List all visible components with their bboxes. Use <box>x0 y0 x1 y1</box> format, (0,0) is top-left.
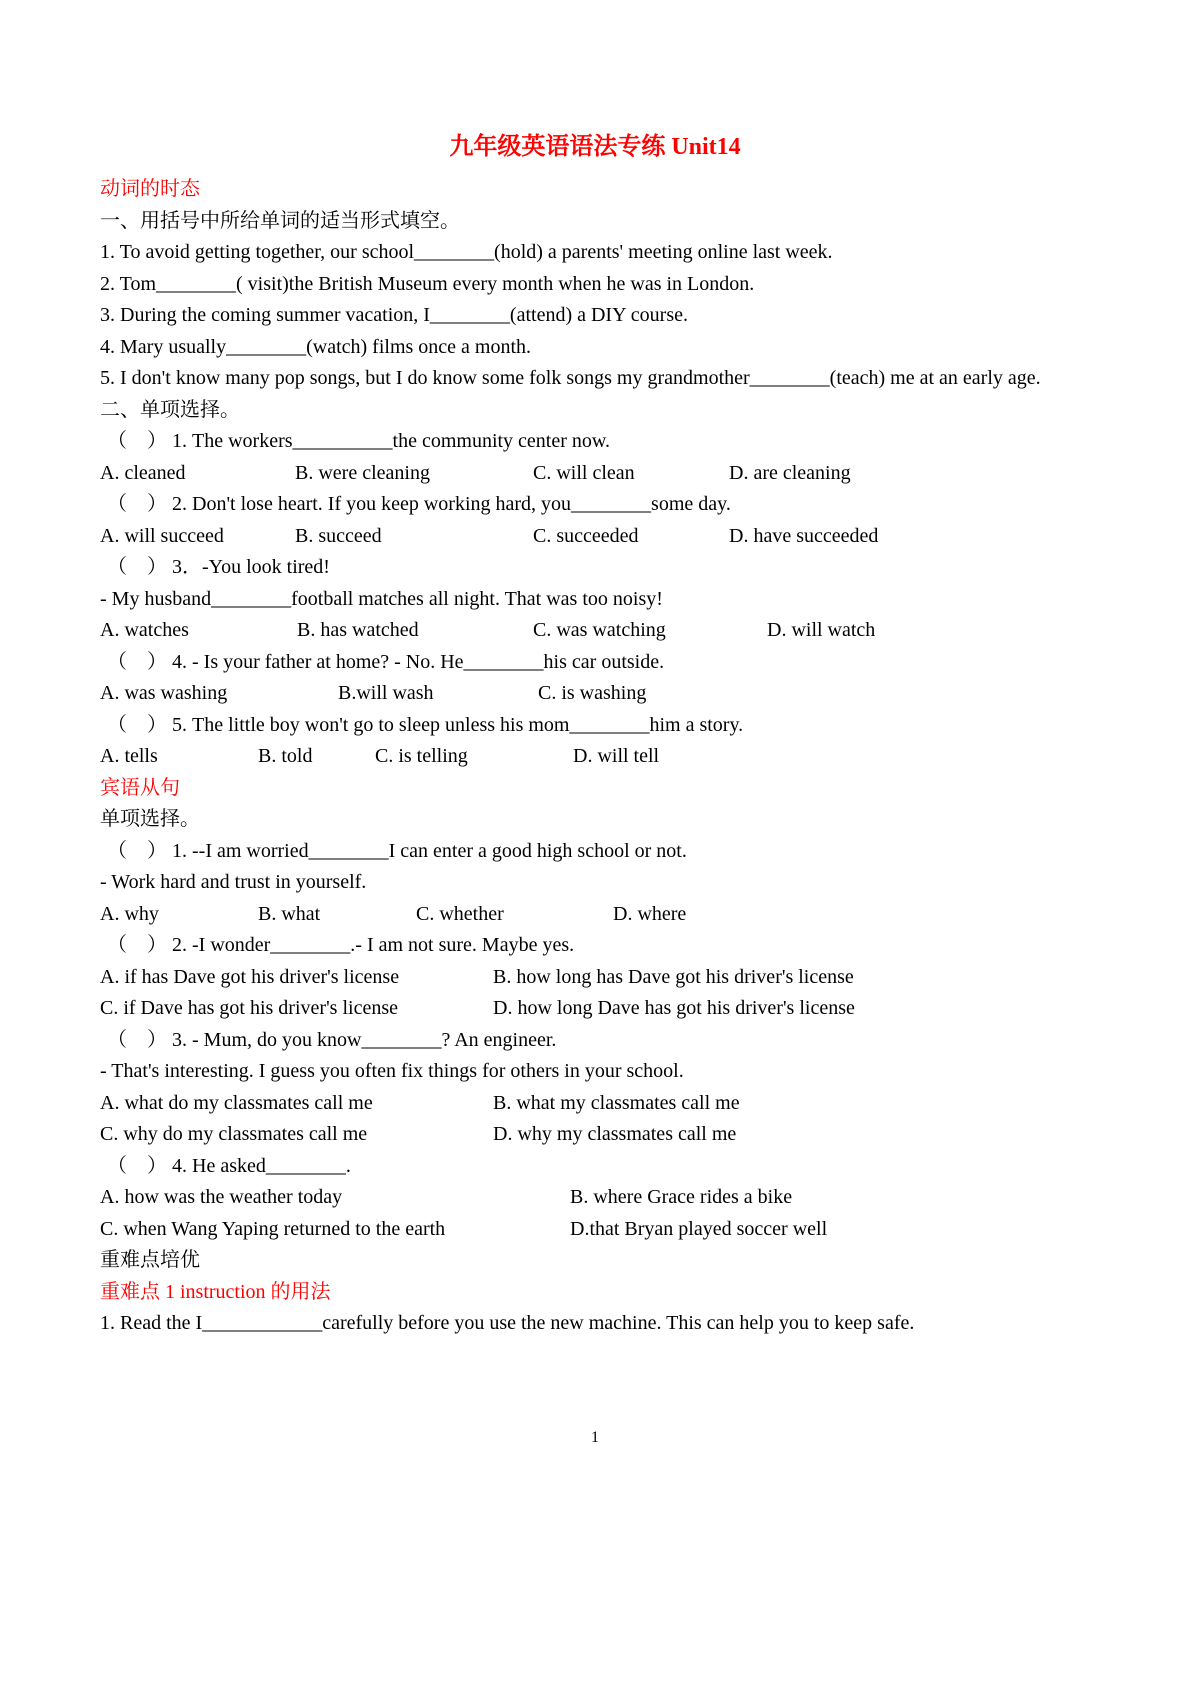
option: A. why <box>100 902 159 925</box>
option: C. if Dave has got his driver's license <box>100 997 398 1019</box>
question-stem: （ ） 1. --I am worried________I can enter a good high school or not. <box>107 839 687 862</box>
option: C. was watching <box>533 619 666 641</box>
question-stem: （ ） 4. - Is your father at home? - No. He________his car outside. <box>107 650 665 673</box>
question-stem: （ ） 2. -I wonder________.- I am not sure. Maybe yes. <box>107 934 575 956</box>
heading-instruction-usage: 重难点 1 instruction 的用法 <box>100 1280 331 1303</box>
options-row <box>100 899 1090 931</box>
option: D. why my classmates call me <box>493 1123 737 1145</box>
option: D. are cleaning <box>729 461 851 484</box>
option: B.will wash <box>338 682 434 704</box>
option: C. is telling <box>375 745 468 767</box>
option: A. cleaned <box>100 461 186 484</box>
option: A. if has Dave got his driver's license <box>100 965 400 988</box>
option: A. watches <box>100 619 189 641</box>
option: B. told <box>258 745 313 767</box>
option: B. has watched <box>297 619 419 641</box>
options-row <box>100 1214 1090 1246</box>
section2-subtitle: 单项选择。 <box>100 808 200 830</box>
fill-item: 5. I don't know many pop songs, but I do know some folk songs my grandmother________(teach) me at an early age. <box>100 367 1041 389</box>
doc-title: 九年级英语语法专练 Unit14 <box>449 134 741 160</box>
option: B. how long has Dave got his driver's license <box>493 965 854 988</box>
option: C. will clean <box>533 461 635 484</box>
option: C. when Wang Yaping returned to the earth <box>100 1217 446 1240</box>
option: C. is washing <box>538 682 647 704</box>
option: D. where <box>613 902 687 925</box>
option: B. were cleaning <box>295 461 430 484</box>
option: D. have succeeded <box>729 524 879 547</box>
heading-key-points: 重难点培优 <box>100 1249 200 1271</box>
question-stem: （ ） 2. Don't lose heart. If you keep working hard, you________some day. <box>107 493 731 515</box>
options-row <box>100 1088 1090 1120</box>
option: A. tells <box>100 745 158 767</box>
options-row <box>100 1182 1090 1214</box>
option: B. succeed <box>295 524 382 547</box>
exercise-item: 1. Read the I____________carefully before you use the new machine. This can help you to keep safe. <box>100 1312 915 1334</box>
fill-item: 3. During the coming summer vacation, I________(attend) a DIY course. <box>100 304 688 326</box>
option: A. what do my classmates call me <box>100 1091 373 1114</box>
question-stem-continued: - My husband________football matches all night. That was too noisy! <box>100 587 663 610</box>
question-stem: （ ） 3. - Mum, do you know________? An engineer. <box>107 1028 557 1051</box>
fill-item: 1. To avoid getting together, our school________(hold) a parents' meeting online last week. <box>100 241 833 263</box>
option: D. will tell <box>573 745 660 767</box>
option: D.that Bryan played soccer well <box>570 1217 828 1240</box>
option: A. was washing <box>100 682 228 704</box>
option: D. how long Dave has got his driver's license <box>493 997 855 1019</box>
options-row <box>100 741 1090 773</box>
heading-object-clause: 宾语从句 <box>100 776 180 799</box>
part1-title: 一、用括号中所给单词的适当形式填空。 <box>100 209 460 232</box>
options-row <box>100 962 1090 994</box>
options-row <box>100 678 1090 710</box>
fill-item: 4. Mary usually________(watch) films once a month. <box>100 335 532 358</box>
question-stem: （ ） 5. The little boy won't go to sleep unless his mom________him a story. <box>107 713 744 736</box>
document-content <box>100 130 1090 1340</box>
option: A. will succeed <box>100 524 224 547</box>
option: B. what my classmates call me <box>493 1091 740 1114</box>
option: C. succeeded <box>533 524 639 547</box>
options-row <box>100 458 1090 490</box>
option: A. how was the weather today <box>100 1186 343 1208</box>
options-row <box>100 521 1090 553</box>
option: B. where Grace rides a bike <box>570 1186 793 1208</box>
question-stem-continued: - That's interesting. I guess you often fix things for others in your school. <box>100 1060 684 1082</box>
option: C. why do my classmates call me <box>100 1123 368 1145</box>
question-stem: （ ） 3．-You look tired! <box>107 556 330 578</box>
page-number: 1 <box>591 1429 599 1446</box>
part2-title: 二、单项选择。 <box>100 398 240 421</box>
option: D. will watch <box>767 619 876 641</box>
options-row <box>100 615 1090 647</box>
options-row <box>100 993 1090 1025</box>
question-stem: （ ） 1. The workers__________the community center now. <box>107 430 611 452</box>
question-stem: （ ） 4. He asked________. <box>107 1154 351 1177</box>
options-row <box>100 1119 1090 1151</box>
option: C. whether <box>416 902 504 925</box>
question-stem-continued: - Work hard and trust in yourself. <box>100 871 367 893</box>
fill-item: 2. Tom________( visit)the British Museum every month when he was in London. <box>100 272 755 295</box>
heading-verb-tenses: 动词的时态 <box>100 178 200 200</box>
option: B. what <box>258 902 321 925</box>
